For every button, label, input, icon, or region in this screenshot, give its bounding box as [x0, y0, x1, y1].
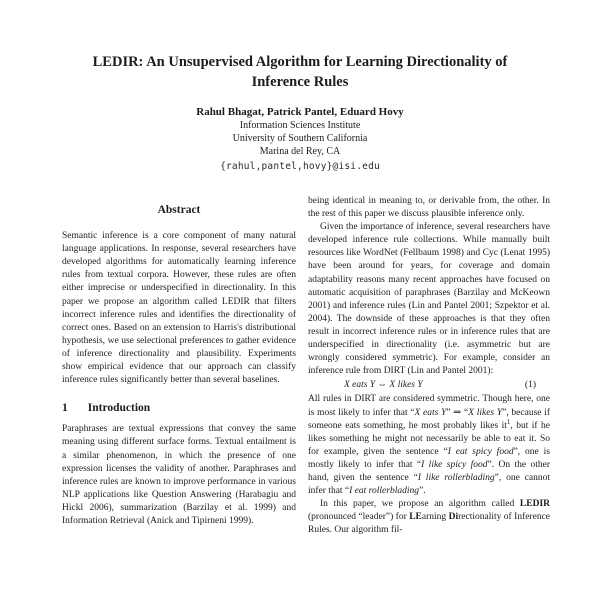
page-title: LEDIR: An Unsupervised Algorithm for Learning Directionality of Inference Rules: [92, 54, 508, 91]
affiliation-institute: Information Sciences Institute: [239, 120, 361, 131]
body-paragraph-3: All rules in DIRT are considered symmetric. Though here, one is most likely to infer that “X eats Y” ⇒ “X likes Y”, because if someone eats something, he most probably likes $it^1$, but if he likes something he might not necessarily be able to eat it. So for example, given the sentence “I eat spicy food”, one is mostly likely to infer that “I like spicy food”. On the other hand, given the sentence “I like rollerblading”, one cannot infer that “I eat rollerblading”.: [308, 394, 550, 497]
body-paragraph-1: being identical in meaning to, or derivable from, the other. In the rest of this paper we discuss plausible inference only.: [308, 196, 550, 220]
abstract-body: Semantic inference is a core component of many natural language applications. In response, several researchers have developed algorithms for automatically learning inference rules from textual corpora. However, these rules are often either imprecise or underspecified in directionality. In this paper we propose an algorithm called LEDIR that filters incorrect inference rules and identifies the directionality of correct ones. Based on an extension to Harris's distributional hypothesis, we use selectional preferences to gather evidence of inference directionality and plausibility. Experiments show empirical evidence that our approach can classify inference rules significantly better than several baselines.: [62, 231, 296, 386]
author-block: [60, 105, 540, 172]
affiliation-city: Marina del Rey, CA: [259, 145, 341, 157]
equation-1: [308, 379, 550, 392]
equation-expression: X eats Y ⇔ X likes Y: [344, 380, 423, 391]
section-number: 1: [62, 402, 68, 415]
affiliation-university: University of Southern California: [232, 132, 368, 144]
section-heading-introduction: [62, 402, 296, 415]
author-emails: {rahul,pantel,hovy}@isi.edu: [220, 161, 380, 173]
section-title: Introduction: [87, 402, 151, 415]
body-paragraph-4: In this paper, we propose an algorithm called LEDIR (pronounced “leader”) for LEarning Directionality of Inference Rules. Our algorithm fil-: [308, 499, 550, 536]
abstract-heading: Abstract: [157, 204, 201, 216]
left-column: [62, 195, 296, 528]
author-names: Rahul Bhagat, Patrick Pantel, Eduard Hovy: [196, 106, 404, 118]
right-column: [308, 195, 550, 600]
equation-number: (1): [524, 380, 536, 391]
introduction-paragraph: Paraphrases are textual expressions that convey the same meaning using different surface forms. Textual entailment is a similar phenomenon, in which the presence of one expression licenses the validity of another. Paraphrases and inference rules are known to improve performance in various NLP applications like Question Answering (Harabagiu and Hickl 2006), summarization (Barzilay et al. 1999) and Information Retrieval (Anick and Tipirneni 1999).: [62, 424, 296, 526]
body-paragraph-2: Given the importance of inference, several researchers have developed inference rule collections. While manually built resources like WordNet (Fellbaum 1998) and Cyc (Lenat 1995) have been around for years, for coverage and domain adaptability reasons many recent approaches have focused on automatic acquisition of paraphrases (Barzilay and McKeown 2001) and inference rules (Lin and Pantel 2001; Szpektor et al. 2004). The downside of these approaches is that they often result in incorrect inference rules or in inference rules that are underspecified in directionality (i.e. asymmetric but are wrongly considered symmetric). For example, consider an inference rule from DIRT (Lin and Pantel 2001):: [308, 222, 550, 377]
